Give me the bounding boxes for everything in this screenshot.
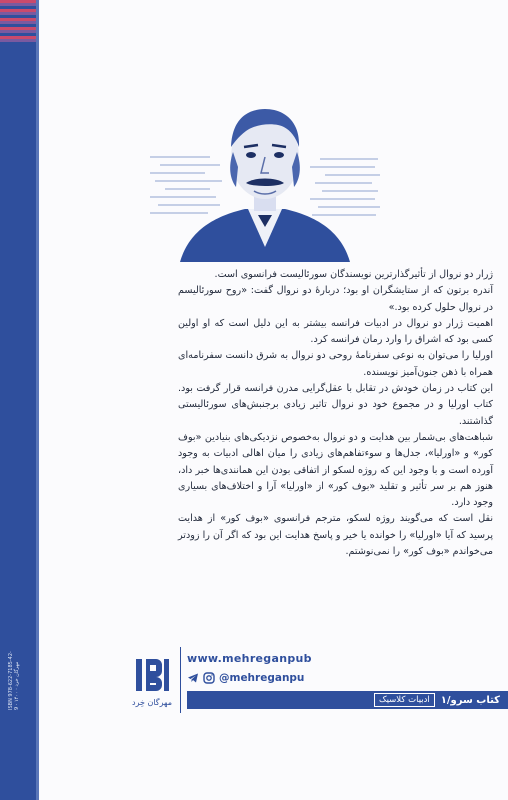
paragraph: ژرار دو نروال از تأثیرگذارترین نویسندگان سورئالیست فرانسوی است. <box>214 269 493 280</box>
series-title: کتاب سرو/۱ <box>440 694 500 706</box>
publisher-footer <box>130 645 508 725</box>
divider <box>180 647 181 713</box>
spine-isbn-text: ISBN 978-622-7185-42-9 · مهرگان خرد · ۱۴۰۰ <box>8 651 20 710</box>
author-portrait <box>150 97 380 262</box>
telegram-icon[interactable] <box>187 672 199 684</box>
logo-text: مهرگان خِرد <box>132 698 172 707</box>
back-cover-text <box>178 267 493 560</box>
paragraph: نقل است که می‌گویند روژه لسکو، مترجم فرانسوی «بوف کور» از هدایت پرسید که آیا «اورلیا» را خوانده یا خیر و پاسخ هدایت این بود که اگر آن را زودتر می‌خواندم «بوف کور» را نمی‌نوشتم. <box>178 513 493 558</box>
publisher-logo <box>130 653 174 717</box>
paragraph: اهمیت ژرار دو نروال در ادبیات فرانسه بیشتر به این دلیل است که او اولین کسی بود که اشراق را وارد رمان فرانسه کرد. <box>178 317 493 346</box>
social-row <box>187 672 304 684</box>
spine-edge <box>36 0 39 800</box>
logo-mark-icon <box>134 655 170 695</box>
paragraph: این کتاب در زمان خودش در تقابل با عقل‌گرایی مدرن فرانسه قرار گرفت بود. کتاب اورلیا و در مجموع خود دو نروال تاثیر زیادی برجنبش‌های سورئالیستی گذاشتند. <box>178 383 493 427</box>
series-band <box>187 691 508 709</box>
instagram-icon[interactable] <box>203 672 215 684</box>
website-link[interactable]: www.mehreganpub <box>187 652 312 665</box>
instagram-handle[interactable]: @mehreganpu <box>219 672 305 684</box>
series-tag: ادبیات کلاسیک <box>374 693 435 707</box>
paragraph: آندره برتون که از ستایشگران او بود؛ درباره‌ٔ دو نروال گفت: «روح سورئالیسم در نروال حلول کرده بود.» <box>178 285 493 313</box>
paragraph: شباهت‌های بی‌شمار بین هدایت و دو نروال به‌خصوص نزدیکی‌های بنیادین «بوف کور» و «اورلیا»، جدل‌ها و سوءتفاهم‌های زیادی را میان اهالی ادبیات به وجود آورده است و با وجود این که روژه لسکو از اتفاقی بودن این همانندی‌ها خبر داد، هنوز هم بر سر تأثیر و تقلید «بوف کور» از «اورلیا» آرا و اختلاف‌های بسیاری وجود دارد. <box>178 431 493 509</box>
spine-pattern <box>0 0 36 44</box>
paragraph: اورلیا را می‌توان به نوعی سفرنامهٔ روحی دو نروال به شرق دانست سفرنامه‌ای همراه با ذهن جنون‌آمیز نویسنده. <box>178 350 493 378</box>
